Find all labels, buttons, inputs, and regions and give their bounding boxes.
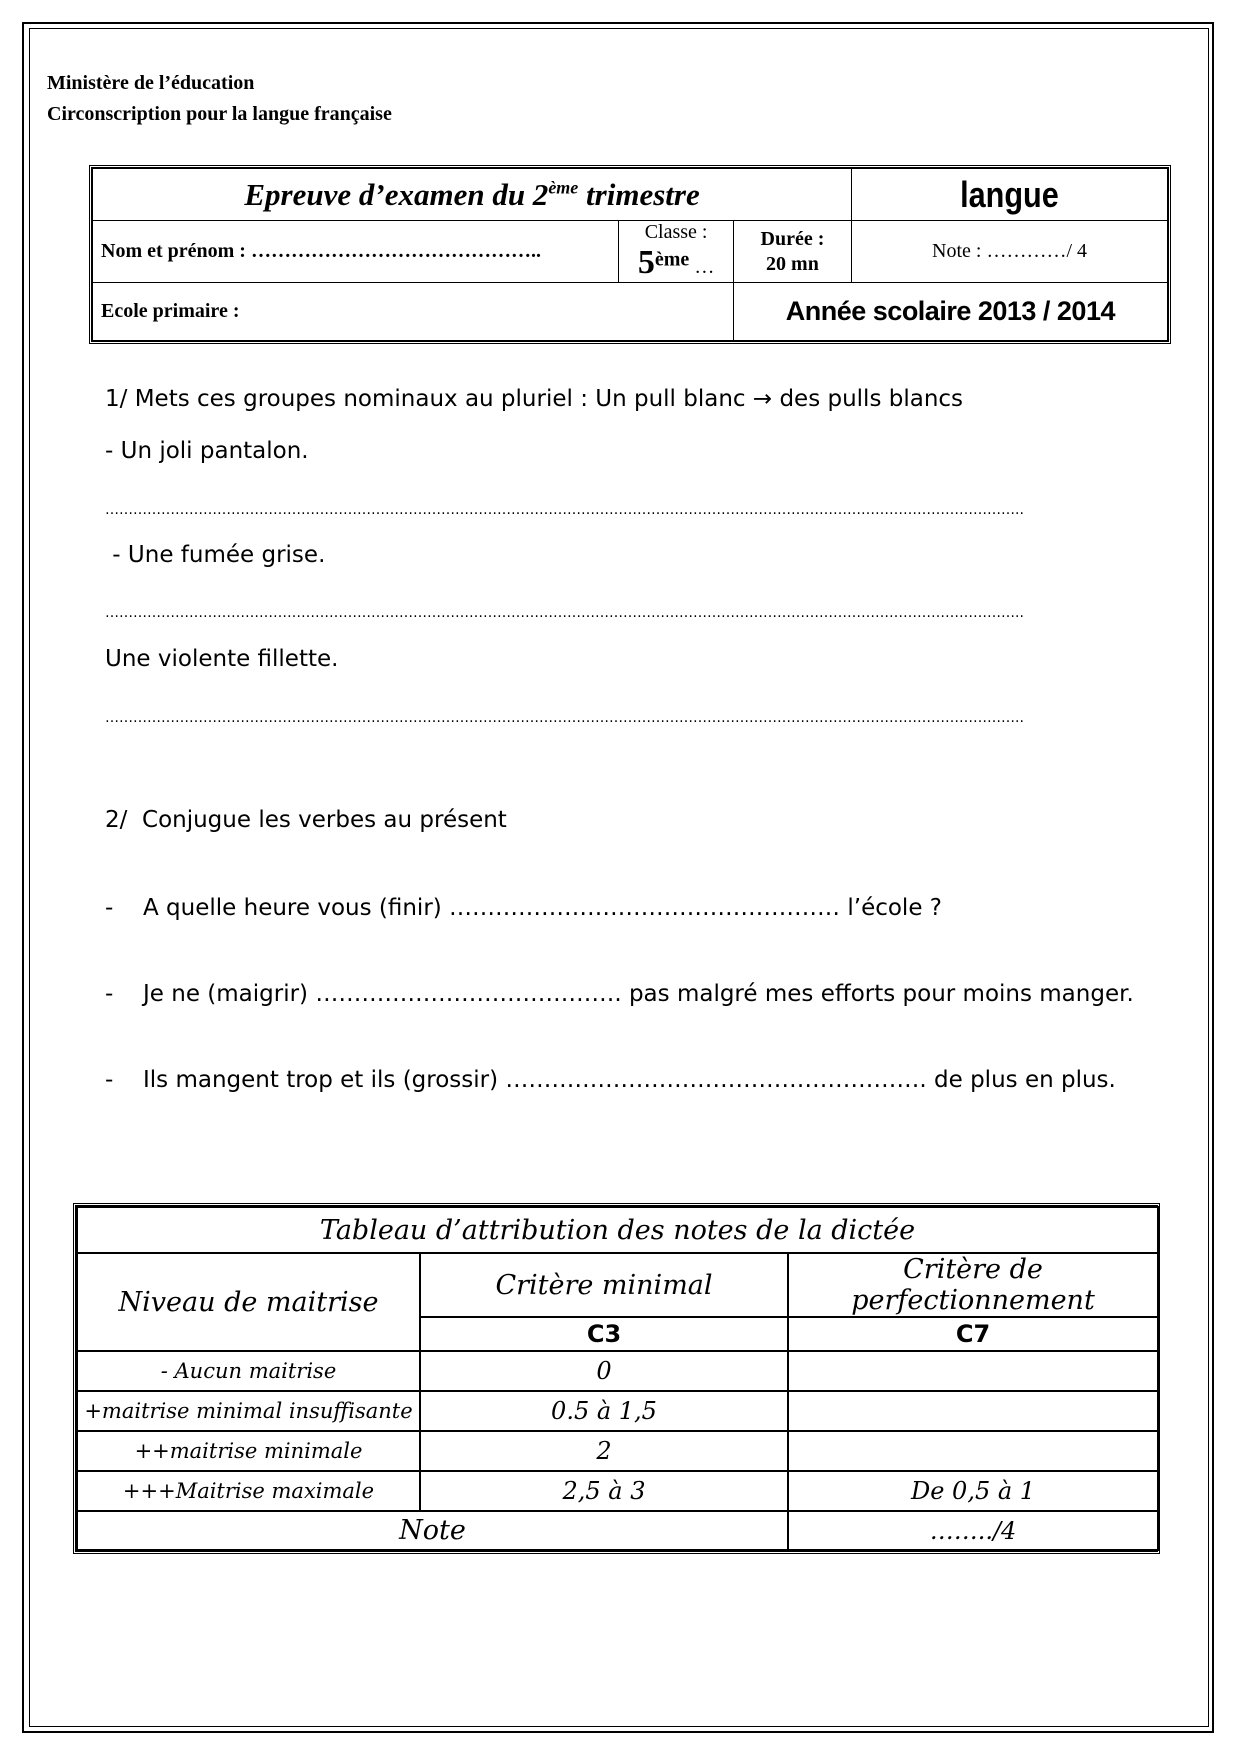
column-header-minimal: Critère minimal <box>420 1253 788 1317</box>
bullet: - <box>105 1067 114 1093</box>
answer-line[interactable]: …………………………………………………………………………………………………………………………………………………………………………….. <box>105 502 1024 518</box>
subject-title: langue <box>960 173 1059 215</box>
table-cell-minimal: 0 <box>420 1351 788 1391</box>
exercise1-item: - Un joli pantalon. <box>105 438 309 464</box>
column-header-level: Niveau de maitrise <box>77 1253 420 1351</box>
district-heading: Circonscription pour la langue française <box>47 103 392 125</box>
ministry-heading: Ministère de l’éducation <box>47 72 255 94</box>
exercise1-instruction: 1/ Mets ces groupes nominaux au pluriel : Un pull blanc → des pulls blancs <box>105 386 964 412</box>
grade-field: Note : …………/ 4 <box>852 221 1168 283</box>
table-cell-minimal: 2 <box>420 1431 788 1471</box>
bullet: - <box>105 895 114 921</box>
exercise2-instruction: 2/ Conjugue les verbes au présent <box>105 807 507 833</box>
duration-field: Durée : 20 mn <box>733 221 851 283</box>
note-value[interactable]: ……../4 <box>788 1511 1158 1550</box>
table-cell-minimal: 2,5 à 3 <box>420 1471 788 1511</box>
exercise2-item: Je ne (maigrir) …………………………………. pas malgré mes efforts pour moins manger. <box>143 981 1134 1007</box>
exercise1-item: Une violente fillette. <box>105 646 339 672</box>
table-cell-perfection <box>788 1391 1158 1431</box>
bullet: - <box>105 981 114 1007</box>
dictation-table-title: Tableau d’attribution des notes de la dictée <box>77 1207 1158 1253</box>
school-field: Ecole primaire : <box>93 283 734 341</box>
table-cell-perfection <box>788 1351 1158 1391</box>
class-field: Classe : 5ème … <box>619 221 733 283</box>
criterion-code-perfection: C7 <box>788 1317 1158 1351</box>
exam-info-table <box>89 165 1171 344</box>
criterion-code-minimal: C3 <box>420 1317 788 1351</box>
column-header-perfection: Critère de perfectionnement <box>788 1253 1158 1317</box>
note-label: Note <box>77 1511 788 1550</box>
exercise2-item: A quelle heure vous (finir) …………………………………………… l’école ? <box>143 895 942 921</box>
table-cell-level: +maitrise minimal insuffisante <box>77 1391 420 1431</box>
table-cell-perfection: De 0,5 à 1 <box>788 1471 1158 1511</box>
exercise2-item: Ils mangent trop et ils (grossir) ………………………………………………. de plus en plus. <box>143 1067 1116 1093</box>
table-cell-level: - Aucun maitrise <box>77 1351 420 1391</box>
exam-title: Epreuve d’examen du 2ème trimestre <box>93 169 852 221</box>
name-field: Nom et prénom : …………………………………….. <box>93 221 619 283</box>
table-cell-level: ++maitrise minimale <box>77 1431 420 1471</box>
table-cell-minimal: 0.5 à 1,5 <box>420 1391 788 1431</box>
dictation-grading-table <box>73 1203 1160 1554</box>
school-year: Année scolaire 2013 / 2014 <box>733 283 1167 341</box>
answer-line[interactable]: …………………………………………………………………………………………………………………………………………………………………………….. <box>105 605 1024 621</box>
answer-line[interactable]: …………………………………………………………………………………………………………………………………………………………………………….. <box>105 710 1024 726</box>
table-cell-perfection <box>788 1431 1158 1471</box>
table-cell-level: +++Maitrise maximale <box>77 1471 420 1511</box>
subject-cell <box>852 169 1168 221</box>
exercise1-item: - Une fumée grise. <box>105 542 326 568</box>
